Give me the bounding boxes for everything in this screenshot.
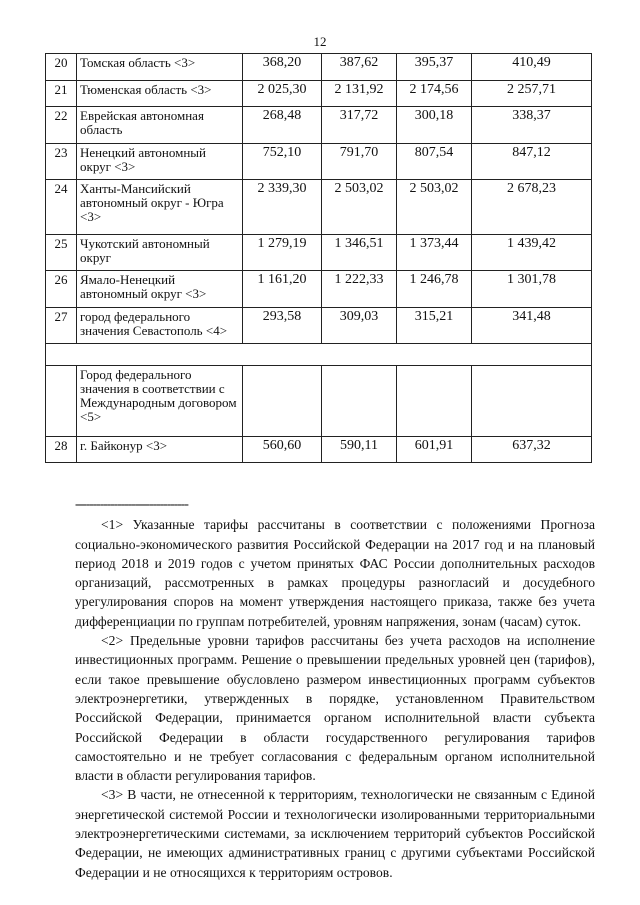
- tariff-value: 341,48: [472, 308, 592, 344]
- tariff-value: 847,12: [472, 144, 592, 180]
- tariff-value: 1 279,19: [243, 235, 322, 271]
- row-number: 26: [46, 271, 77, 308]
- tariff-value: 2 503,02: [397, 180, 472, 235]
- tariff-value: 1 161,20: [243, 271, 322, 308]
- footnote-separator: --------------------------------: [75, 496, 188, 511]
- footnote-3: <3> В части, не отнесенной к территориям, технологически не связанным с Единой энергетической системой России и технологически изолированными территориальными электроэнергетическими системами, за исключением территорий субъектов Российской Федерации, не имеющих административных границ с другими субъектами Российской Федерации и не относящихся к территориям островов.: [75, 787, 595, 880]
- tariff-value: 395,37: [397, 54, 472, 81]
- footnote-1: <1> Указанные тарифы рассчитаны в соответствии с положениями Прогноза социально-экономического развития Российской Федерации на 2017 год и на плановый период 2018 и 2019 годов с учетом принятых ФАС России дополнительных расходов организаций, рассмотренных в рамках процедуры разногласий и досудебного урегулирования споров на момент утверждения настоящего приказа, также без учета дифференциации по группам потребителей, уровням напряжения, зонам (часам) суток.: [75, 517, 595, 629]
- region-name: г. Байконур <3>: [77, 437, 243, 463]
- tariff-value: 315,21: [397, 308, 472, 344]
- region-name: Томская область <3>: [77, 54, 243, 81]
- tariff-value: 368,20: [243, 54, 322, 81]
- region-name: Ненецкий автономный округ <3>: [77, 144, 243, 180]
- region-name: Ямало-Ненецкий автономный округ <3>: [77, 271, 243, 308]
- tariff-value: 2 503,02: [322, 180, 397, 235]
- tariff-value: 637,32: [472, 437, 592, 463]
- region-name: Чукотский автономный округ: [77, 235, 243, 271]
- row-number: 22: [46, 107, 77, 144]
- tariff-value: 410,49: [472, 54, 592, 81]
- table-row: [46, 144, 592, 180]
- region-name: Тюменская область <3>: [77, 81, 243, 107]
- empty-cell: [46, 366, 77, 437]
- row-number: 23: [46, 144, 77, 180]
- tariff-value: 560,60: [243, 437, 322, 463]
- table-row: [46, 437, 592, 463]
- region-name: город федерального значения Севастополь <4>: [77, 308, 243, 344]
- tariff-value: 1 246,78: [397, 271, 472, 308]
- table-row: [46, 54, 592, 81]
- tariff-value: 1 373,44: [397, 235, 472, 271]
- tariff-value: 317,72: [322, 107, 397, 144]
- empty-cell: [322, 366, 397, 437]
- tariff-value: 1 346,51: [322, 235, 397, 271]
- tariff-value: 2 257,71: [472, 81, 592, 107]
- table-row: [46, 81, 592, 107]
- tariff-value: 807,54: [397, 144, 472, 180]
- tariff-value: 2 678,23: [472, 180, 592, 235]
- region-name: Еврейская автономная область: [77, 107, 243, 144]
- tariff-value: 791,70: [322, 144, 397, 180]
- tariff-value: 1 301,78: [472, 271, 592, 308]
- tariff-value: 1 222,33: [322, 271, 397, 308]
- tariff-value: 2 025,30: [243, 81, 322, 107]
- tariff-value: 752,10: [243, 144, 322, 180]
- blank-row: [46, 344, 592, 366]
- group-label: Город федерального значения в соответствии с Международным договором <5>: [77, 366, 243, 437]
- group-row: [46, 366, 592, 437]
- region-name: Ханты-Мансийский автономный округ - Югра <3>: [77, 180, 243, 235]
- empty-cell: [472, 366, 592, 437]
- table-row: [46, 235, 592, 271]
- table-row: [46, 271, 592, 308]
- row-number: 28: [46, 437, 77, 463]
- empty-cell: [397, 366, 472, 437]
- tariff-table: [45, 53, 592, 463]
- empty-cell: [243, 366, 322, 437]
- page-number: 12: [313, 34, 327, 49]
- table-row: [46, 107, 592, 144]
- tariff-value: 300,18: [397, 107, 472, 144]
- tariff-value: 2 174,56: [397, 81, 472, 107]
- tariff-value: 338,37: [472, 107, 592, 144]
- tariff-value: 293,58: [243, 308, 322, 344]
- tariff-value: 2 339,30: [243, 180, 322, 235]
- tariff-value: 309,03: [322, 308, 397, 344]
- footnote-2: <2> Предельные уровни тарифов рассчитаны без учета расходов на исполнение инвестиционных программ. Решение о превышении предельных уровней цен (тарифов), если такое превышение обусловлено размером инвестиционных программ субъектов электроэнергетики, утвержденных в порядке, установленном Правительством Российской Федерации, принимается органом исполнительной власти субъекта Российской Федерации в области государственного регулирования тарифов самостоятельно и не требует согласования с федеральным органом исполнительной власти в области регулирования тарифов.: [75, 633, 595, 784]
- row-number: 20: [46, 54, 77, 81]
- row-number: 25: [46, 235, 77, 271]
- table-row: [46, 180, 592, 235]
- row-number: 27: [46, 308, 77, 344]
- table-row: [46, 308, 592, 344]
- tariff-value: 601,91: [397, 437, 472, 463]
- tariff-value: 2 131,92: [322, 81, 397, 107]
- row-number: 21: [46, 81, 77, 107]
- tariff-value: 387,62: [322, 54, 397, 81]
- footnotes: [75, 494, 595, 882]
- blank-cell: [46, 344, 592, 366]
- tariff-value: 1 439,42: [472, 235, 592, 271]
- tariff-value: 590,11: [322, 437, 397, 463]
- tariff-value: 268,48: [243, 107, 322, 144]
- row-number: 24: [46, 180, 77, 235]
